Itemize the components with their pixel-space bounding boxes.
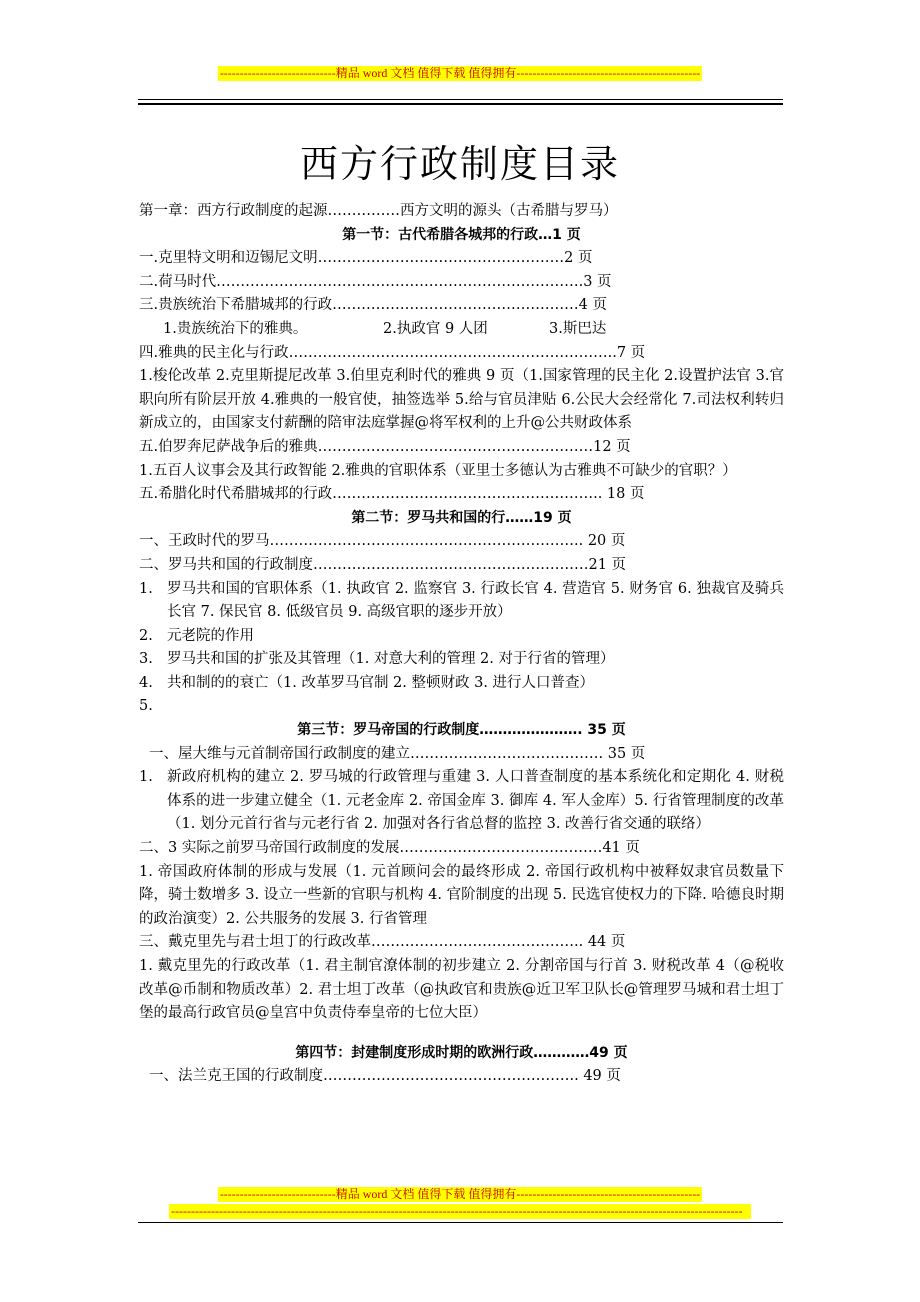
- header-banner: -----------------------------精品 word 文档 值得下载 值得拥有----------------------------------------------: [219, 66, 701, 80]
- numbered-item: 2. 元老院的作用: [139, 627, 254, 644]
- toc-subitem: 3.斯巴达: [549, 320, 607, 337]
- toc-entry: 一、屋大维与元首制帝国行政制度的建立…………………………………. 35 页: [149, 745, 646, 762]
- toc-entry: 二、罗马共和国的行政制度…………………………………………………21 页: [139, 556, 627, 573]
- numbered-item: 5.: [139, 698, 153, 715]
- toc: [139, 200, 784, 1089]
- numbered-item: 1. 新政府机构的建立 2. 罗马城的行政管理与重建 3. 人口普查制度的基本系统化和定期化 4. 财税体系的进一步建立健全（1. 元老金库 2. 帝国金库 3. 御库 4. 军人金库）5. 行省管理制度的改革（1. 划分元首行省与元老行省 2. 加强对各行省总督的监控 3. 改善行省交通的联络）: [139, 769, 784, 833]
- toc-entry: 三、戴克里先与君士坦丁的行政改革…………………………………….. 44 页: [139, 934, 626, 951]
- numbered-item: 3. 罗马共和国的扩张及其管理（1. 对意大利的管理 2. 对于行省的管理）: [139, 651, 615, 668]
- footer-rule: [138, 1222, 783, 1223]
- footer-banner: -----------------------------精品 word 文档 值得下载 值得拥有----------------------------------------------: [219, 1187, 701, 1201]
- toc-entry: 五.希腊化时代希腊城邦的行政……………………………………………….. 18 页: [139, 486, 645, 503]
- toc-entry: 五.伯罗奔尼萨战争后的雅典…………………………………………………12 页: [139, 438, 631, 455]
- toc-body: 1. 戴克里先的行政改革（1. 君主制官潦体制的初步建立 2. 分割帝国与行首 3. 财税改革 4（@税收改革@币制和物质改革）2. 君士坦丁改革（@执政官和贵族@近卫军卫队长@管理罗马城和君士坦丁堡的最高行政官员@皇宫中负责侍奉皇帝的七位大臣）: [139, 958, 784, 1022]
- toc-entry: 一.克里特文明和迈锡尼文明……………………………………………2 页: [139, 250, 593, 267]
- toc-subitem: 2.执政官 9 人团: [383, 320, 488, 337]
- toc-body: 1. 帝国政府体制的形成与发展（1. 元首顾问会的最终形成 2. 帝国行政机构中被释奴隶官员数量下降，骑士数增多 3. 设立一些新的官职与机构 4. 官阶制度的出现 5. 民选官使权力的下降. 哈德良时期的政治演变）2. 公共服务的发展 3. 行省管理: [139, 863, 784, 927]
- header-rule-thick: [138, 103, 783, 105]
- toc-entry: 二、3 实际之前罗马帝国行政制度的发展……………………………………41 页: [139, 840, 640, 857]
- chapter-1: 第一章：西方行政制度的起源……………西方文明的源头（古希腊与罗马）: [139, 203, 618, 219]
- footer-banner-dashes: -----------------------------------------------------------------------------------------------------------------------------------------------: [169, 1204, 751, 1219]
- toc-subitems: [139, 318, 784, 342]
- section-2-heading: 第二节：罗马共和国的行……19 页: [351, 509, 572, 526]
- toc-entry: 三.贵族统治下希腊城邦的行政……………………………………………4 页: [139, 297, 607, 314]
- numbered-item: 1. 罗马共和国的官职体系（1. 执政官 2. 监察官 3. 行政长官 4. 营造官 5. 财务官 6. 独裁官及骑兵长官 7. 保民官 8. 低级官员 9. 高级官职的逐步开放）: [139, 580, 784, 621]
- toc-body: 1.五百人议事会及其行政智能 2.雅典的官职体系（亚里士多德认为古雅典不可缺少的官职？）: [139, 462, 737, 479]
- section-3-heading: 第三节：罗马帝国的行政制度…………………. 35 页: [297, 722, 626, 739]
- toc-subitem: 1.贵族统治下的雅典。: [163, 320, 308, 337]
- page-title: 西方行政制度目录: [299, 142, 620, 186]
- toc-body: 1.梭伦改革 2.克里斯提尼改革 3.伯里克利时代的雅典 9 页（1.国家管理的民主化 2.设置护法官 3.官职向所有阶层开放 4.雅典的一般官使，抽签选举 5.给与官员津贴 6.公民大会经常化 7.司法权利转归新成立的，由国家支付薪酬的陪审法庭掌握@将军权利的上升@公共财政体系: [139, 368, 784, 432]
- toc-entry: 二.荷马时代………………………………………………………………….3 页: [139, 273, 612, 290]
- section-4-heading: 第四节：封建制度形成时期的欧洲行政…………49 页: [295, 1044, 628, 1061]
- toc-entry: 一、王政时代的罗马……………………………………………………….. 20 页: [139, 533, 626, 550]
- section-1-heading: 第一节：古代希腊各城邦的行政…1 页: [342, 226, 581, 243]
- toc-entry: 一、法兰克王国的行政制度…………………………………………….. 49 页: [149, 1068, 621, 1085]
- header-rule-thin: [138, 99, 783, 100]
- toc-entry: 四.雅典的民主化与行政…………………………………………………………..7 页: [139, 344, 646, 361]
- numbered-item: 4. 共和制的的衰亡（1. 改革罗马官制 2. 整顿财政 3. 进行人口普查）: [139, 674, 595, 691]
